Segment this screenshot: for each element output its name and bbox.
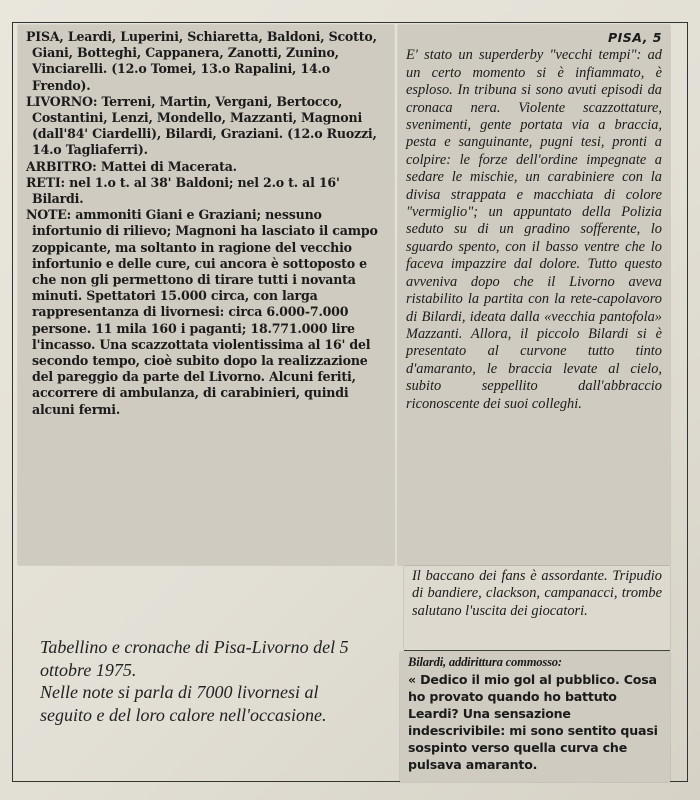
chronicle-text: E' stato un superderby "vecchi tempi": ad un certo momento si è infiammato, è esploso. In tribuna si sono avuti episodi da cronaca nera. Violente scazzottature, svenimenti, gente portata via a braccia, pesta e sanguinante, pugni tesi, pronti a colpire: le forze dell'ordine impegnate a sedare le mischie, un carabiniere con la divisa strappata e macchiata di colore "vermiglio"; un appuntato della Polizia seduto su di un gradino sofferente, lo sguardo spento, con il basso ventre che lo faceva impazzire dal dolore. Tutto questo avveniva dopo che il Livorno aveva ristabilito la partita con la rete-capolavoro di Bilardi, ideata dalla «vecchia pantofola» Mazzanti. Allora, il piccolo Bilardi si è presentato al curvone tutto tinto d'amaranto, le braccia levate al cielo, subito seppellito dall'abbraccio riconoscente dei suoi colleghi.: [406, 47, 662, 412]
livorno-players: Terreni, Martin, Vergani, Bertocco, Costantini, Lenzi, Mondello, Mazzanti, Magnoni (dall'84' Ciardelli), Bilardi, Graziani. (12.o Ruozzi, 14.o Tagliaferri).: [32, 93, 377, 158]
match-report-clipping: [18, 25, 394, 565]
photo-caption: [40, 636, 370, 726]
fans-clipping: [404, 566, 670, 650]
caption-line-1: Tabellino e cronache di Pisa-Livorno del 5 ottobre 1975.: [40, 637, 349, 680]
chronicle-body: [406, 47, 662, 413]
pisa-lineup: [26, 29, 386, 94]
arbitro-name: Mattei di Macerata.: [100, 158, 237, 174]
referee-line: [26, 159, 386, 175]
bilardi-quote-clipping: [400, 652, 670, 782]
bilardi-lead: Bilardi, addirittura commosso:: [408, 655, 562, 669]
livorno-lineup: [26, 94, 386, 159]
pisa-players: Leardi, Luperini, Schiaretta, Baldoni, Scotto, Giani, Botteghi, Cappanera, Zanotti, Zunino, Vinciarelli. (12.o Tomei, 13.o Rapalini, 14.o Frendo).: [32, 29, 377, 93]
chronicle-clipping: [398, 25, 670, 565]
arbitro-label: ARBITRO:: [26, 158, 97, 174]
reti-details: nel 1.o t. al 38' Baldoni; nel 2.o t. al 16' Bilardi.: [32, 174, 340, 207]
caption-line-2: Nelle note si parla di 7000 livornesi al seguito e del loro calore nell'occasione.: [40, 682, 327, 725]
fans-text: Il baccano dei fans è assordante. Tripudio di bandiere, clackson, campanacci, trombe salutano l'uscita dei giocatori.: [412, 568, 662, 619]
dateline: PISA, 5: [607, 30, 662, 45]
notes-paragraph: [26, 207, 386, 418]
note-label: NOTE:: [26, 207, 72, 223]
reti-label: RETI:: [26, 174, 65, 190]
dateline-row: [406, 29, 662, 46]
goals-line: [26, 175, 386, 207]
note-text: ammoniti Giani e Graziani; nessuno infortunio di rilievo; Magnoni ha lasciato il campo zoppicante, ma soltanto in ragione del vecchio infortunio e delle cure, cui ancora è sottoposto e che non gli permettono di tirare tutti i novanta minuti. Spettatori 15.000 circa, con larga rappresentanza di livornesi: circa 6.000-7.000 persone. 11 mila 160 i paganti; 18.771.000 lire l'incasso. Una scazzottata violentissima al 16' del secondo tempo, cioè subito dopo la realizzazione del pareggio da parte del Livorno. Alcuni feriti, accorrere di ambulanza, di carabinieri, quindi alcuni fermi.: [32, 207, 378, 417]
divider-rule-2: [404, 650, 670, 651]
bilardi-quote: « Dedico il mio gol al pubblico. Cosa ho provato quando ho battuto Leardi? Una sensazione indescrivibile: mi sono sentito quasi sospinto verso quella curva che pulsava amaranto.: [408, 672, 658, 772]
livorno-label: LIVORNO:: [26, 93, 98, 109]
pisa-label: PISA,: [26, 29, 64, 44]
